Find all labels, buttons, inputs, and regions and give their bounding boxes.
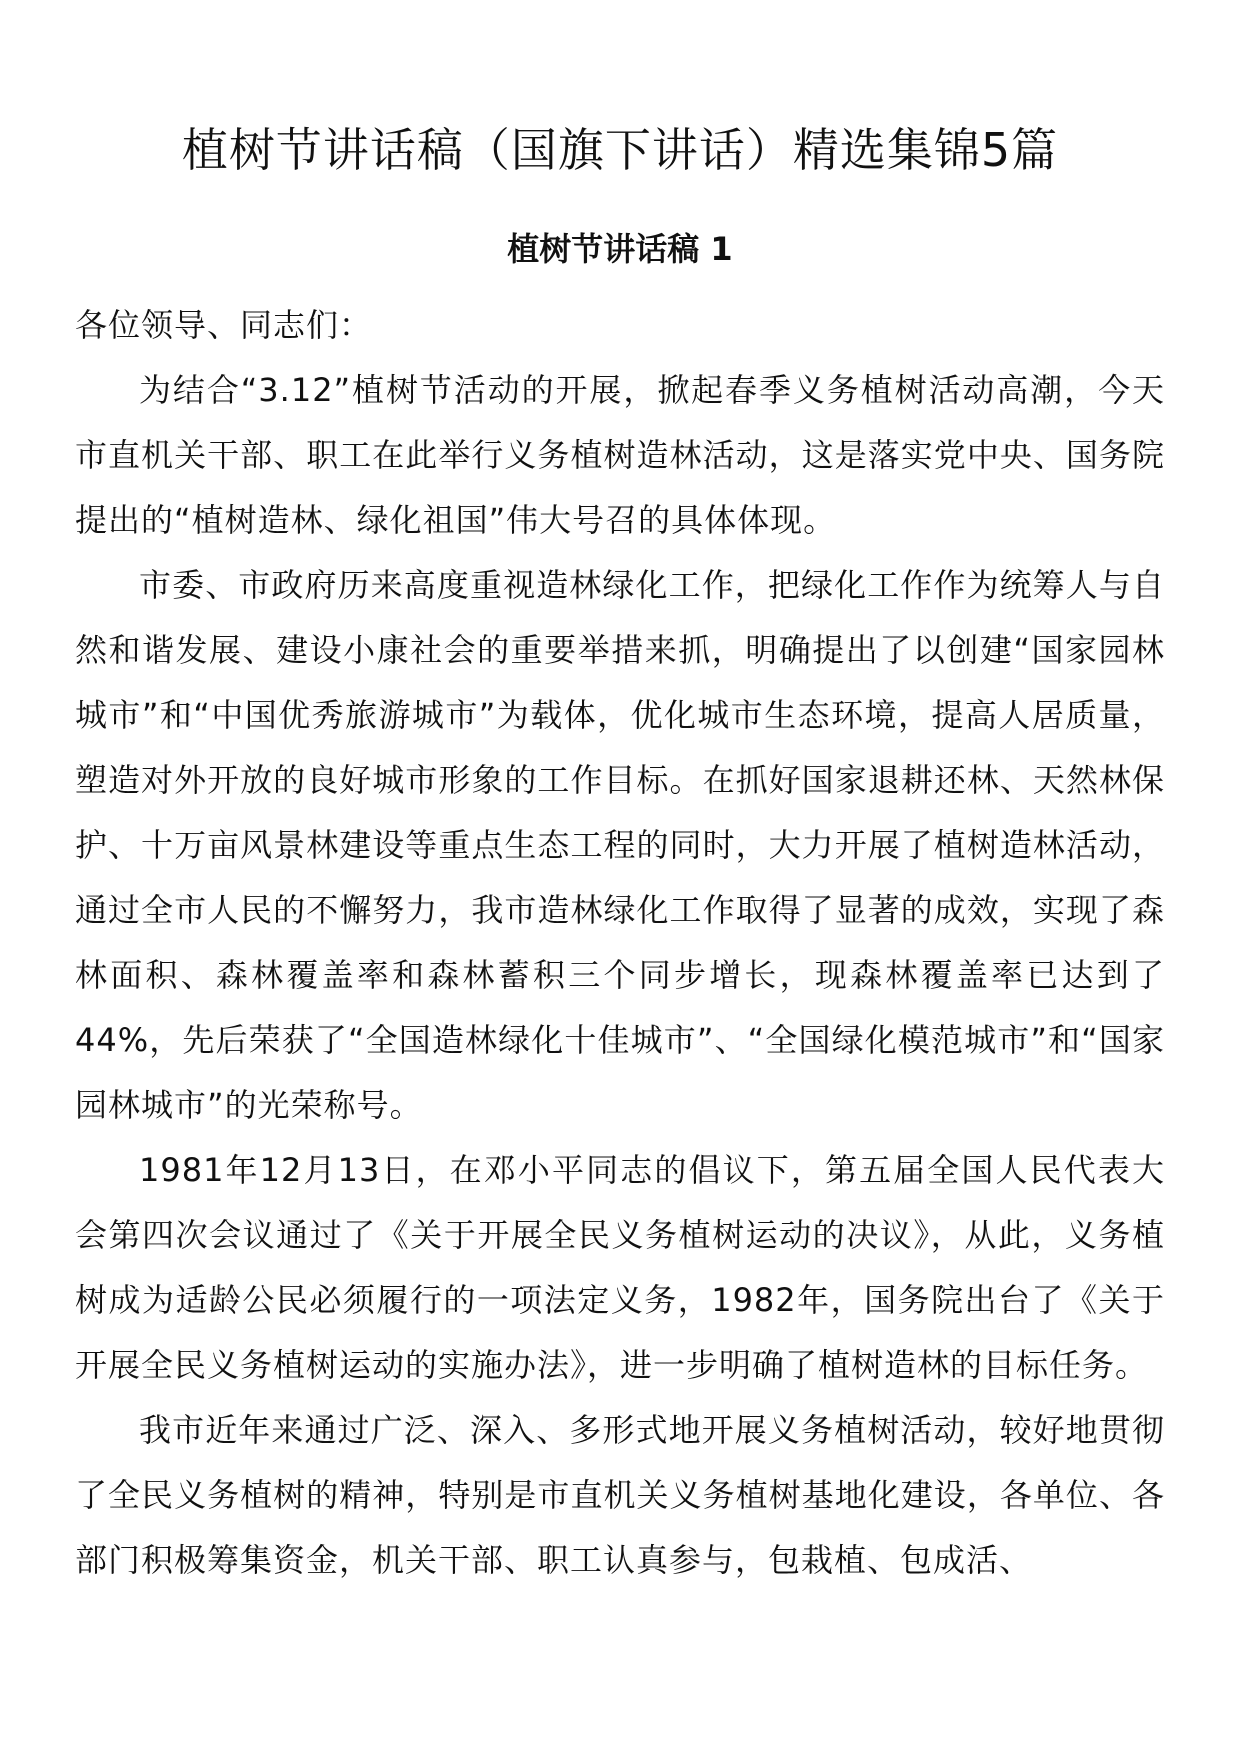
document-body xyxy=(75,293,1165,1593)
salutation: 各位领导、同志们： xyxy=(75,306,373,344)
paragraph-2: 市委、市政府历来高度重视造林绿化工作，把绿化工作作为统筹人与自然和谐发展、建设小康社会的重要举措来抓，明确提出了以创建“国家园林城市”和“中国优秀旅游城市”为载体，优化城市生态环境，提高人居质量，塑造对外开放的良好城市形象的工作目标。在抓好国家退耕还林、天然林保护、十万亩风景林建设等重点生态工程的同时，大力开展了植树造林活动，通过全市人民的不懈努力，我市造林绿化工作取得了显著的成效，实现了森林面积、森林覆盖率和森林蓄积三个同步增长，现森林覆盖率已达到了44%，先后荣获了“全国造林绿化十佳城市”、“全国绿化模范城市”和“国家园林城市”的光荣称号。 xyxy=(75,566,1165,1124)
paragraph-4: 我市近年来通过广泛、深入、多形式地开展义务植树活动，较好地贯彻了全民义务植树的精神，特别是市直机关义务植树基地化建设，各单位、各部门积极筹集资金，机关干部、职工认真参与，包栽植、包成活、 xyxy=(75,1411,1165,1579)
paragraph-1: 为结合“3.12”植树节活动的开展，掀起春季义务植树活动高潮，今天市直机关干部、职工在此举行义务植树造林活动，这是落实党中央、国务院提出的“植树造林、绿化祖国”伟大号召的具体体现。 xyxy=(75,371,1165,539)
section-title: 植树节讲话稿 1 xyxy=(507,230,733,268)
document-title: 植树节讲话稿（国旗下讲话）精选集锦5篇 xyxy=(181,123,1059,177)
paragraph-3: 1981年12月13日，在邓小平同志的倡议下，第五届全国人民代表大会第四次会议通过了《关于开展全民义务植树运动的决议》，从此，义务植树成为适龄公民必须履行的一项法定义务，1982年，国务院出台了《关于开展全民义务植树运动的实施办法》，进一步明确了植树造林的目标任务。 xyxy=(75,1151,1165,1384)
